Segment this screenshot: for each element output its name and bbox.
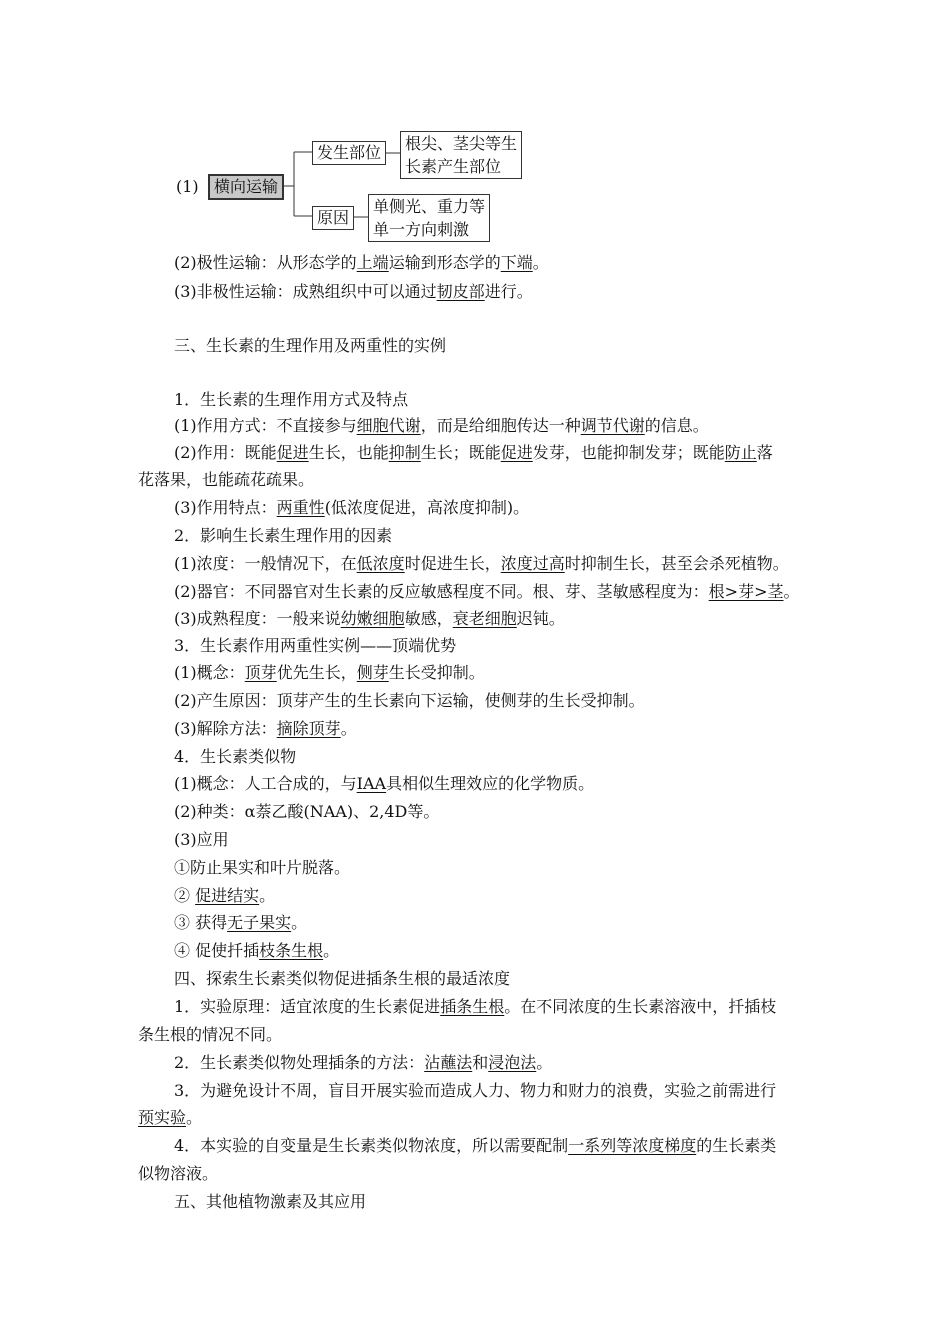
subheading: 1．生长素的生理作用方式及特点 [174, 390, 409, 409]
subheading: 2．影响生长素生理作用的因素 [174, 526, 393, 545]
section-heading: 五、其他植物激素及其应用 [174, 1192, 367, 1211]
answer-blank: 韧皮部 [436, 282, 485, 301]
diagram-root-node: 横向运输 [208, 174, 284, 200]
text-line: ④ 促使扦插枝条生根。 [174, 941, 340, 960]
text-line: 1．实验原理：适宜浓度的生长素促进插条生根。在不同浓度的生长素溶液中，扦插枝 [174, 997, 777, 1016]
answer-blank: 浸泡法 [488, 1053, 537, 1072]
answer-blank: 一系列等浓度梯度 [568, 1136, 697, 1155]
text-line: 2．生长素类似物处理插条的方法：沾蘸法和浸泡法。 [174, 1053, 553, 1072]
text-line: ①防止果实和叶片脱落。 [174, 858, 351, 877]
text-line: (3)解除方法：摘除顶芽。 [174, 719, 357, 738]
section-heading: 四、探索生长素类似物促进插条生根的最适浓度 [174, 969, 511, 988]
text-line: (3)应用 [174, 830, 229, 849]
text-line: (3)非极性运输：成熟组织中可以通过韧皮部进行。 [174, 282, 533, 301]
text-line: (2)极性运输：从形态学的上端运输到形态学的下端。 [174, 253, 549, 272]
text-line: 预实验。 [138, 1108, 203, 1127]
text-line: (2)产生原因：顶芽产生的生长素向下运输，使侧芽的生长受抑制。 [174, 691, 645, 710]
text-line: (3)成熟程度：一般来说幼嫩细胞敏感，衰老细胞迟钝。 [174, 609, 565, 628]
diagram-leaf-cause [368, 194, 490, 242]
text-line: (1)作用方式：不直接参与细胞代谢，而是给细胞传达一种调节代谢的信息。 [174, 416, 709, 435]
answer-blank: 促进 [500, 443, 533, 462]
answer-blank: 摘除顶芽 [276, 719, 341, 738]
diagram-branch-location: 发生部位 [312, 141, 386, 165]
text-line: (2)种类：α萘乙酸(NAA)、2,4D等。 [174, 802, 440, 821]
diagram-leaf-location [400, 131, 522, 179]
diagram-branch-cause: 原因 [312, 206, 354, 230]
leaf-location-line1: 根尖、茎尖等生 [405, 134, 518, 153]
text-line: (2)作用：既能促进生长，也能抑制生长；既能促进发芽，也能抑制发芽；既能防止落 [174, 443, 773, 462]
answer-blank: 调节代谢 [580, 416, 645, 435]
answer-blank: 沾蘸法 [424, 1053, 473, 1072]
answer-blank: 低浓度 [356, 554, 405, 573]
answer-blank: 抑制 [388, 443, 421, 462]
leaf-cause-line2: 单一方向刺激 [373, 220, 470, 239]
text-line: 花落果，也能疏花疏果。 [138, 470, 315, 489]
answer-blank: 两重性 [276, 498, 325, 517]
answer-blank: 插条生根 [440, 997, 505, 1016]
text-line: (1)浓度：一般情况下，在低浓度时促进生长，浓度过高时抑制生长，甚至会杀死植物。 [174, 554, 789, 573]
text-line: 条生根的情况不同。 [138, 1025, 283, 1044]
answer-blank: IAA [356, 774, 387, 793]
answer-blank: 细胞代谢 [356, 416, 421, 435]
leaf-location-line2: 长素产生部位 [405, 157, 502, 176]
text-line: (3)作用特点：两重性(低浓度促进，高浓度抑制)。 [174, 498, 530, 517]
diagram-number: (1) [176, 177, 199, 196]
answer-blank: 防止 [724, 443, 757, 462]
answer-blank: 浓度过高 [500, 554, 565, 573]
answer-blank: 促进结实 [195, 886, 260, 905]
subheading: 4．生长素类似物 [174, 747, 297, 766]
answer-blank: 根>芽>茎 [708, 582, 784, 601]
text-line: (2)器官：不同器官对生长素的反应敏感程度不同。根、芽、茎敏感程度为：根>芽>茎。 [174, 582, 800, 601]
text-line: (1)概念：人工合成的，与IAA具相似生理效应的化学物质。 [174, 774, 595, 793]
answer-blank: 下端 [500, 253, 533, 272]
text-line: 4．本实验的自变量是生长素类似物浓度，所以需要配制一系列等浓度梯度的生长素类 [174, 1136, 777, 1155]
answer-blank: 上端 [356, 253, 389, 272]
text-line: ③ 获得无子果实。 [174, 913, 308, 932]
text-line: (1)概念：顶芽优先生长，侧芽生长受抑制。 [174, 663, 485, 682]
text-line: ② 促进结实。 [174, 886, 276, 905]
answer-blank: 衰老细胞 [452, 609, 517, 628]
subheading: 3．生长素作用两重性实例——顶端优势 [174, 636, 457, 655]
answer-blank: 无子果实 [227, 913, 292, 932]
answer-blank: 促进 [276, 443, 309, 462]
answer-blank: 顶芽 [244, 663, 277, 682]
text-line: 似物溶液。 [138, 1164, 219, 1183]
answer-blank: 枝条生根 [259, 941, 324, 960]
answer-blank: 幼嫩细胞 [340, 609, 405, 628]
leaf-cause-line1: 单侧光、重力等 [373, 197, 486, 216]
answer-blank: 侧芽 [356, 663, 389, 682]
section-heading: 三、生长素的生理作用及两重性的实例 [174, 336, 447, 355]
answer-blank: 预实验 [138, 1108, 187, 1127]
text-line: 3．为避免设计不周，盲目开展实验而造成人力、物力和财力的浪费，实验之前需进行 [174, 1081, 777, 1100]
